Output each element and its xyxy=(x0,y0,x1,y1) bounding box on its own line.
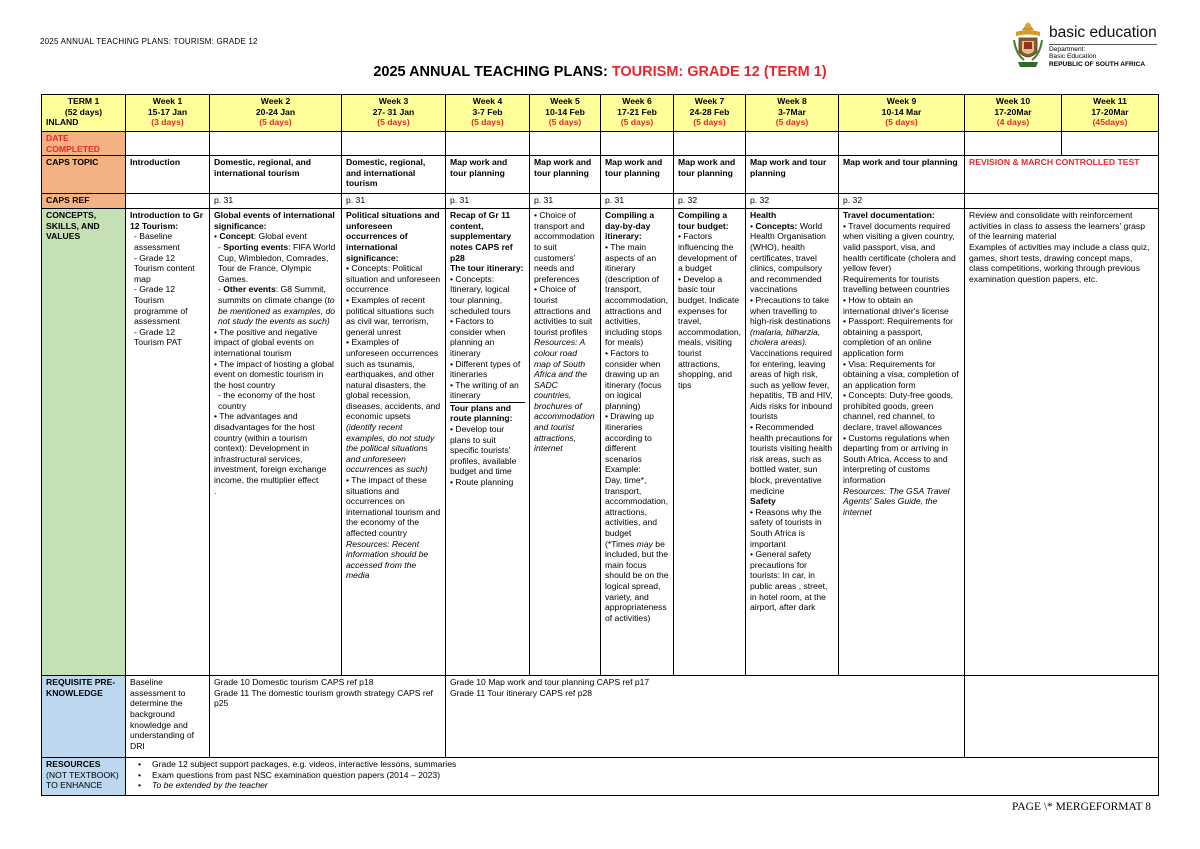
date-cell[interactable] xyxy=(530,132,601,156)
concepts-week4: Recap of Gr 11 content, supplementary notes CAPS ref p28 The tour itinerary: • Concepts: Itinerary, logical tour planning, scheduled tours • Factors to consider when planning an itinerary • Different types of itineraries • The writing of an itinerary Tour plans and route planning: • Develop tour plans to suit specific tourists' profiles, available budget and time • Route planning xyxy=(446,209,530,676)
ref-cell: p. 31 xyxy=(530,194,601,209)
resource-item: • To be extended by the teacher xyxy=(130,780,1154,791)
requisite-week1: Baseline assessment to determine the background knowledge and understanding of DRI xyxy=(126,676,210,758)
topic-cell-revision: REVISION & MARCH CONTROLLED TEST xyxy=(965,156,1159,194)
topic-cell: Map work and tour planning xyxy=(839,156,965,194)
week-header: Week 5 10-14 Feb (5 days) xyxy=(530,95,601,132)
coat-of-arms-icon xyxy=(1012,20,1044,70)
ref-cell: p. 32 xyxy=(674,194,746,209)
page-footer: PAGE \* MERGEFORMAT 8 xyxy=(1012,801,1151,813)
caps-topic-label: CAPS TOPIC xyxy=(42,156,126,194)
concepts-week7: Compiling a tour budget: • Factors influencing the development of a budget • Develop a basic tour budget. Indicate expenses for travel, accommodation, meals, visiting tourist attractions, shopping, and tips xyxy=(674,209,746,676)
topic-cell: Introduction xyxy=(126,156,210,194)
date-completed-label: DATE COMPLETED xyxy=(42,132,126,156)
resource-item: • Grade 12 subject support packages, e.g. videos, interactive lessons, summaries xyxy=(130,759,1154,770)
date-cell[interactable] xyxy=(342,132,446,156)
page-header: 2025 ANNUAL TEACHING PLANS: TOURISM: GRADE 12 xyxy=(40,37,258,46)
week-header: Week 3 27- 31 Jan (5 days) xyxy=(342,95,446,132)
date-cell[interactable] xyxy=(965,132,1062,156)
ref-cell: p. 31 xyxy=(210,194,342,209)
week-header: Week 9 10-14 Mar (5 days) xyxy=(839,95,965,132)
topic-cell: Map work and tour planning xyxy=(530,156,601,194)
concepts-week9: Travel documentation: • Travel documents required when visiting a given country, valid passport, visa, and health certificate (cholera and yellow fever) Requirements for tourists travelling between countries • How to obtain an international driver's license • Passport: Requirements for obtaining a passport, completion of an online application form • Visa: Requirements for obtaining a visa, completion of an application form • Concepts: Duty-free goods, prohibited goods, green channel, red channel, to declare, travel allowances • Customs regulations when departing from or arriving in South Africa. Access to and interpreting of customs information Resources: The GSA Travel Agents' Sales Guide, the internet xyxy=(839,209,965,676)
week-header: Week 6 17-21 Feb (5 days) xyxy=(601,95,674,132)
week-header: Week 10 17-20Mar (4 days) xyxy=(965,95,1062,132)
ref-cell xyxy=(126,194,210,209)
date-cell[interactable] xyxy=(1062,132,1159,156)
concepts-row xyxy=(42,209,1159,676)
requisite-weeks10-11 xyxy=(965,676,1159,758)
date-cell[interactable] xyxy=(674,132,746,156)
concepts-week3: Political situations and unforeseen occurrences of international significance: • Concepts: Political situation and unforeseen occurrence • Examples of recent political situations such as civil war, terrorism, general unrest • Examples of unforeseen occurrences such as tsunamis, earthquakes, and other natural disasters, the global recession, diseases, accidents, and economic upsets (identify recent examples, do not study the political situations and unforeseen occurrences as such) • The impact of these situations and occurrences on international tourism and the economy of the affected country Resources: Recent information should be accessed from the media xyxy=(342,209,446,676)
requisite-weeks4-9: Grade 10 Map work and tour planning CAPS ref p17 Grade 11 Tour itinerary CAPS ref p28 xyxy=(446,676,965,758)
week-header: Week 2 20-24 Jan (5 days) xyxy=(210,95,342,132)
department-text: Department: Basic Education REPUBLIC OF SOUTH AFRICA xyxy=(1049,46,1146,68)
concepts-week10-11: Review and consolidate with reinforcement activities in class to assess the learners' grasp of the learning material Examples of activities may include a class quiz, games, short tests, drawing concept maps, class competitions, working through previous examination question papers, etc. xyxy=(965,209,1159,676)
ref-cell: p. 32 xyxy=(839,194,965,209)
week-header: Week 11 17-20Mar (45days) xyxy=(1062,95,1159,132)
date-completed-row xyxy=(42,132,1159,156)
week-header: Week 1 15-17 Jan (3 days) xyxy=(126,95,210,132)
date-cell[interactable] xyxy=(839,132,965,156)
ref-cell: p. 31 xyxy=(342,194,446,209)
ref-cell xyxy=(965,194,1159,209)
week-header: Week 7 24-28 Feb (5 days) xyxy=(674,95,746,132)
date-cell[interactable] xyxy=(446,132,530,156)
date-cell[interactable] xyxy=(746,132,839,156)
caps-topic-row xyxy=(42,156,1159,194)
caps-ref-label: CAPS REF xyxy=(42,194,126,209)
requisite-weeks2-3: Grade 10 Domestic tourism CAPS ref p18 Grade 11 The domestic tourism growth strategy CAPS ref p25 xyxy=(210,676,446,758)
teaching-plan-table xyxy=(41,94,1159,796)
caps-ref-row xyxy=(42,194,1159,209)
ref-cell: p. 32 xyxy=(746,194,839,209)
concepts-label: CONCEPTS, SKILLS, AND VALUES xyxy=(42,209,126,676)
concepts-week8: Health • Concepts: World Health Organisation (WHO), health certificates, travel clinics, compulsory and recommended vaccinations • Precautions to take when travelling to high-risk destinations (malaria, bilharzia, cholera areas). Vaccinations required for entering, leaving areas of high risk, such as yellow fever, hepatitis, TB and HIV, Aids risks for inbound tourists • Recommended health precautions for tourists visiting health risk areas, such as bottled water, sun block, preventative medicine Safety • Reasons why the safety of tourists in South Africa is important • General safety precautions for tourists: In car, in public areas , street, in hotel room, at the airport, after dark xyxy=(746,209,839,676)
topic-cell: Domestic, regional, and international tourism xyxy=(342,156,446,194)
resources-list-cell xyxy=(126,758,1159,796)
requisite-label: REQUISITE PRE- KNOWLEDGE xyxy=(42,676,126,758)
concepts-week5: • Choice of transport and accommodation to suit customers' needs and preferences • Choice of tourist attractions and activities to suit tourist profiles Resources: A colour road map of South Africa and the SADC countries, brochures of accommodation and tourist attractions, internet xyxy=(530,209,601,676)
week-header-row xyxy=(42,95,1159,132)
term-header: TERM 1 (52 days) INLAND xyxy=(42,95,126,132)
week-header: Week 8 3-7Mar (5 days) xyxy=(746,95,839,132)
resource-item: • Exam questions from past NSC examination question papers (2014 – 2023) xyxy=(130,770,1154,781)
topic-cell: Map work and tour planning xyxy=(446,156,530,194)
resources-label: RESOURCES (NOT TEXTBOOK) TO ENHANCE xyxy=(42,758,126,796)
resources-row xyxy=(42,758,1159,796)
concepts-week1: Introduction to Gr 12 Tourism: - Baseline assessment - Grade 12 Tourism content map - Grade 12 Tourism programme of assessment - Grade 12 Tourism PAT xyxy=(126,209,210,676)
ref-cell: p. 31 xyxy=(601,194,674,209)
page-title: 2025 ANNUAL TEACHING PLANS: TOURISM: GRADE 12 (TERM 1) xyxy=(373,64,827,80)
date-cell[interactable] xyxy=(126,132,210,156)
logo-divider xyxy=(1049,44,1157,45)
ref-cell: p. 31 xyxy=(446,194,530,209)
topic-cell: Map work and tour planning xyxy=(601,156,674,194)
topic-cell: Map work and tour planning xyxy=(674,156,746,194)
concepts-week6: Compiling a day-by-day itinerary: • The main aspects of an itinerary (description of transport, accommodation, attractions and activities, including stops for meals) • Factors to consider when drawing up an itinerary (focus on logical planning) • Drawing up itineraries according to different scenarios Example: Day, time*, transport, accommodation, attractions, activities, and budget (*Times may be included, but the main focus should be on the logical spread, variety, and appropriateness of activities) xyxy=(601,209,674,676)
date-cell[interactable] xyxy=(210,132,342,156)
topic-cell: Map work and tour planning xyxy=(746,156,839,194)
week-header: Week 4 3-7 Feb (5 days) xyxy=(446,95,530,132)
topic-cell: Domestic, regional, and international tourism xyxy=(210,156,342,194)
date-cell[interactable] xyxy=(601,132,674,156)
concepts-week2: Global events of international significance: • Concept: Global event - Sporting events: FIFA World Cup, Wimbledon, Comrades, Tour de France, Olympic Games. - Other events: G8 Summit, summits on climate change (to be mentioned as examples, do not study the events as such) • The positive and negative impact of global events on international tourism • The impact of hosting a global event on domestic tourism in the host country - the economy of the host country • The advantages and disadvantages for the host country (within a tourism context): Development in infrastructural services, investment, foreign exchange income, the multiplier effect . xyxy=(210,209,342,676)
brand-name: basic education xyxy=(1049,24,1157,41)
requisite-row xyxy=(42,676,1159,758)
